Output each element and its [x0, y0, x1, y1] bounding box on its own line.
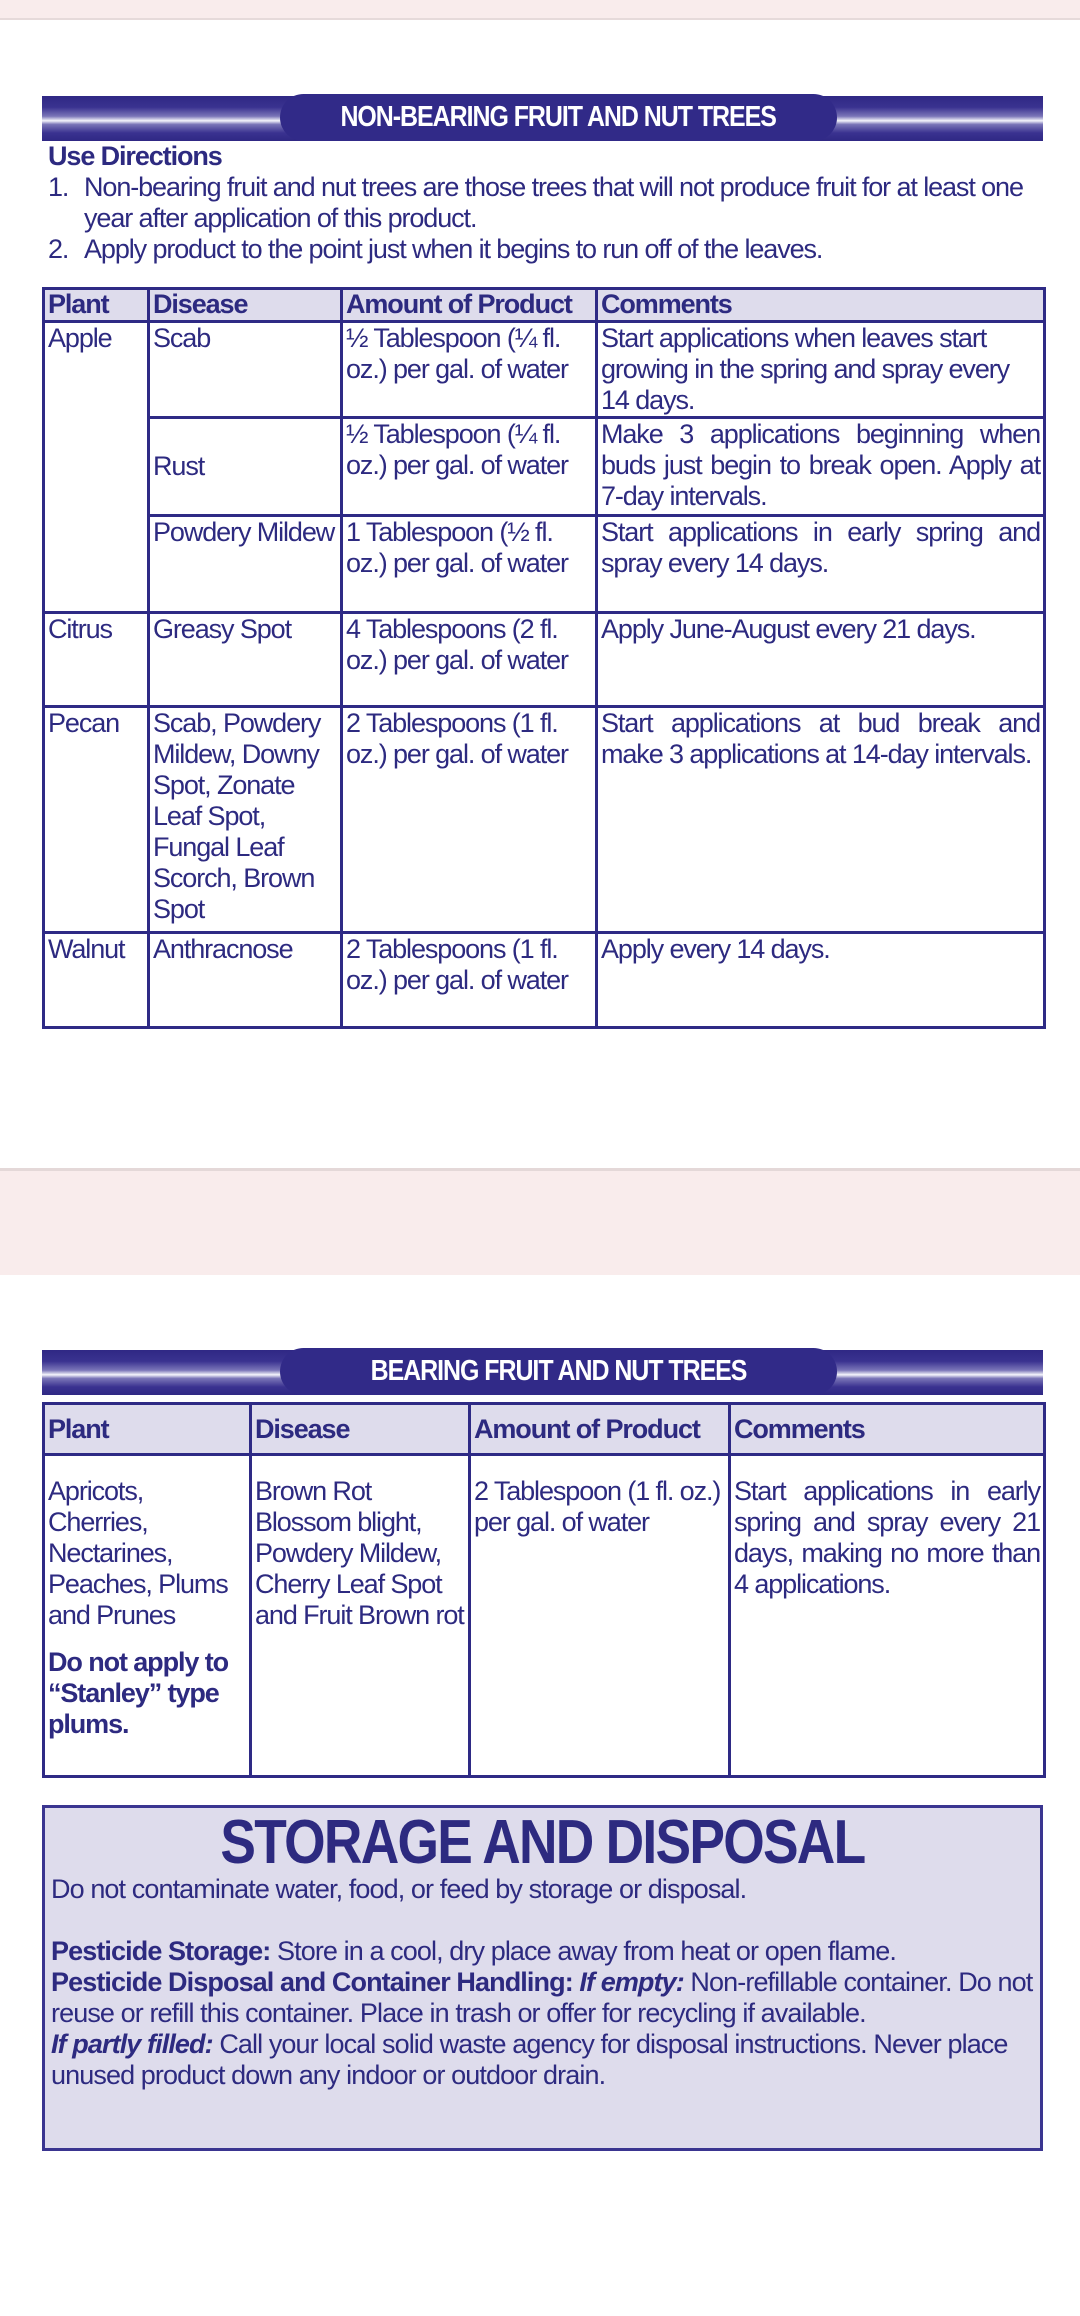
column-header-disease: Disease — [251, 1404, 470, 1455]
section-title: BEARING FRUIT AND NUT TREES — [370, 1355, 747, 1387]
cell-amount: 4 Tablespoons (2 fl. oz.) per gal. of water — [342, 613, 597, 707]
cell-comments: Apply every 14 days. — [597, 933, 1045, 1028]
use-directions — [48, 141, 1038, 265]
cell-plant — [44, 1455, 251, 1777]
cell-plant: Apple — [44, 322, 149, 613]
direction-number: 1. — [48, 172, 69, 202]
section-title-pill — [280, 1348, 837, 1395]
cell-disease: Anthracnose — [149, 933, 342, 1028]
pesticide-storage — [51, 1936, 1034, 1967]
cell-amount: 2 Tablespoons (1 fl. oz.) per gal. of water — [342, 933, 597, 1028]
cell-comments: Start applications in early spring and spray every 21 days, making no more than 4 applications. — [730, 1455, 1045, 1777]
column-header-disease: Disease — [149, 289, 342, 322]
storage-intro: Do not contaminate water, food, or feed by storage or disposal. — [51, 1874, 747, 1904]
storage-and-disposal-box — [42, 1805, 1043, 2151]
cell-disease: Greasy Spot — [149, 613, 342, 707]
column-header-amount: Amount of Product — [470, 1404, 730, 1455]
cell-plant: Pecan — [44, 707, 149, 933]
cell-amount: ½ Tablespoon (¼ fl. oz.) per gal. of water — [342, 322, 597, 418]
cell-amount: ½ Tablespoon (¼ fl. oz.) per gal. of water — [342, 418, 597, 516]
cell-disease: Scab, Powdery Mildew, Downy Spot, Zonate Leaf Spot, Fungal Leaf Scorch, Brown Spot — [149, 707, 342, 933]
cell-disease: Powdery Mildew — [149, 516, 342, 613]
cell-comments: Start applications at bud break and make 3 applications at 14-day intervals. — [597, 707, 1045, 933]
use-directions-heading: Use Directions — [48, 141, 222, 171]
cell-amount: 1 Tablespoon (½ fl. oz.) per gal. of water — [342, 516, 597, 613]
bearing-table — [42, 1402, 1046, 1778]
cell-plant: Walnut — [44, 933, 149, 1028]
direction-item — [48, 172, 1038, 234]
if-partly-text: Call your local solid waste agency for disposal instructions. Never place unused product down any indoor or outdoor drain. — [51, 2029, 1008, 2090]
table-header-row — [44, 1404, 1045, 1455]
section-title: NON-BEARING FRUIT AND NUT TREES — [340, 101, 777, 133]
if-empty-text: Non-refillable container. Do not reuse or refill this container. Place in trash or offer for recycling if available. — [51, 1967, 1033, 2028]
cell-disease: Rust — [149, 418, 342, 516]
table-row — [44, 707, 1045, 933]
direction-item — [48, 234, 1038, 265]
cell-amount: 2 Tablespoons (1 fl. oz.) per gal. of water — [342, 707, 597, 933]
cell-disease: Scab — [149, 322, 342, 418]
table-header-row — [44, 289, 1045, 322]
non-bearing-table — [42, 287, 1046, 1029]
table-row — [44, 613, 1045, 707]
plant-warning: Do not apply to “Stanley” type plums. — [48, 1647, 228, 1739]
storage-title — [51, 1808, 1034, 1877]
storage-title-text: STORAGE AND DISPOSAL — [220, 1808, 865, 1877]
cell-amount: 2 Tablespoon (1 fl. oz.) per gal. of water — [470, 1455, 730, 1777]
cell-comments: Make 3 applications beginning when buds just begin to break open. Apply at 7-day intervals. — [597, 418, 1045, 516]
section-title-pill — [280, 94, 837, 141]
section-header-non-bearing — [42, 96, 1043, 141]
table-row — [44, 516, 1045, 613]
column-header-amount: Amount of Product — [342, 289, 597, 322]
pesticide-storage-label: Pesticide Storage: — [51, 1936, 271, 1966]
cell-plant: Citrus — [44, 613, 149, 707]
direction-number: 2. — [48, 234, 69, 264]
direction-text: Non-bearing fruit and nut trees are those trees that will not produce fruit for at least one year after application of this product. — [84, 172, 1023, 233]
column-header-plant: Plant — [44, 1404, 251, 1455]
table-row — [44, 933, 1045, 1028]
top-divider-bar — [0, 0, 1080, 20]
if-partly-filled — [51, 2029, 1034, 2091]
cell-comments: Start applications in early spring and spray every 14 days. — [597, 516, 1045, 613]
cell-disease: Brown Rot Blossom blight, Powdery Mildew, Cherry Leaf Spot and Fruit Brown rot — [251, 1455, 470, 1777]
cell-comments: Start applications when leaves start growing in the spring and spray every 14 days. — [597, 322, 1045, 418]
page-break-band — [0, 1168, 1080, 1275]
table-row — [44, 322, 1045, 418]
if-partly-label: If partly filled: — [51, 2029, 213, 2059]
pesticide-disposal — [51, 1967, 1034, 2029]
section-header-bearing — [42, 1350, 1043, 1395]
plant-list: Apricots, Cherries, Nectarines, Peaches, Plums and Prunes — [48, 1476, 228, 1630]
pesticide-disposal-label: Pesticide Disposal and Container Handling: — [51, 1967, 573, 1997]
pesticide-storage-text: Store in a cool, dry place away from heat or open flame. — [270, 1936, 896, 1966]
cell-comments: Apply June-August every 21 days. — [597, 613, 1045, 707]
if-empty-label: If empty: — [579, 1967, 684, 1997]
column-header-plant: Plant — [44, 289, 149, 322]
direction-text: Apply product to the point just when it begins to run off of the leaves. — [84, 234, 823, 264]
column-header-comments: Comments — [597, 289, 1045, 322]
column-header-comments: Comments — [730, 1404, 1045, 1455]
table-row — [44, 1455, 1045, 1777]
table-row — [44, 418, 1045, 516]
